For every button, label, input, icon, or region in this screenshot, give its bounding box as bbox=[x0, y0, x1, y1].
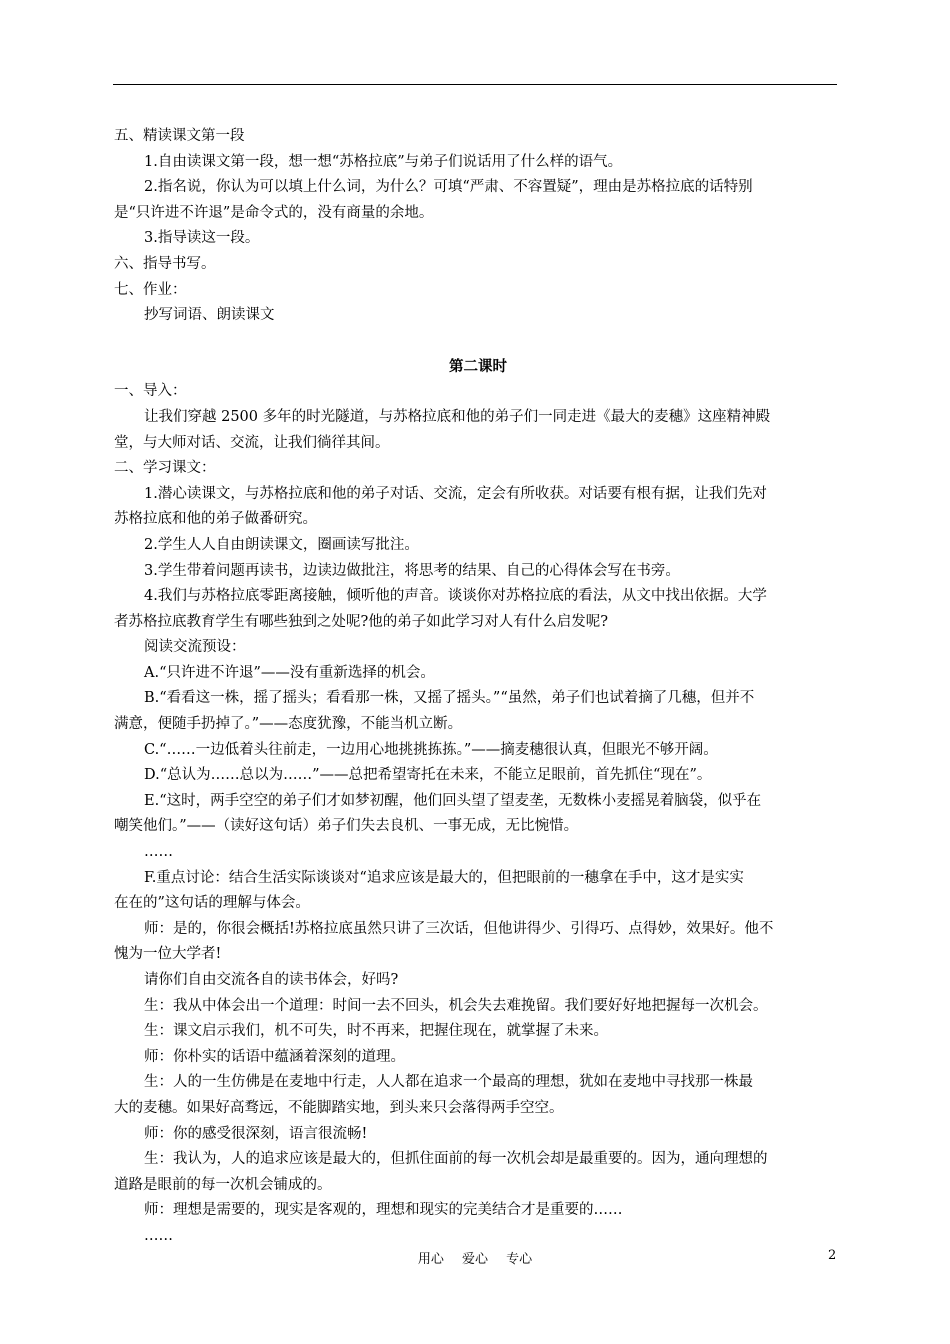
text-line: …… bbox=[144, 1227, 173, 1244]
text-line: 2.指名说，你认为可以填上什么词，为什么？可填“严肃、不容置疑”，理由是苏格拉底的话特别 bbox=[144, 179, 753, 196]
section-heading: 七、作业： bbox=[114, 281, 187, 298]
text-line: 3.指导读这一段。 bbox=[144, 230, 260, 247]
text-line: 阅读交流预设： bbox=[144, 639, 246, 656]
text-line: 1.潜心读课文，与苏格拉底和他的弟子对话、交流，定会有所收获。对话要有根有据，让我们先对 bbox=[144, 485, 767, 502]
text-line: 嘲笑他们。”——（读好这句话）弟子们失去良机、一事无成，无比惋惜。 bbox=[114, 818, 579, 835]
text-line: 者苏格拉底教育学生有哪些独到之处呢?他的弟子如此学习对人有什么启发呢? bbox=[114, 613, 609, 630]
text-line: 愧为一位大学者! bbox=[114, 946, 222, 963]
text-line: 师：理想是需要的，现实是客观的，理想和现实的完美结合才是重要的…… bbox=[144, 1202, 623, 1219]
text-line: 4.我们与苏格拉底零距离接触，倾听他的声音。谈谈你对苏格拉底的看法，从文中找出依据。大学 bbox=[144, 588, 767, 605]
text-line: 大的麦穗。如果好高骛远，不能脚踏实地，到头来只会落得两手空空。 bbox=[114, 1099, 564, 1116]
text-line: 2.学生人人自由朗读课文，圈画读写批注。 bbox=[144, 536, 419, 553]
text-line: 道路是眼前的每一次机会铺成的。 bbox=[114, 1176, 332, 1193]
text-line: 请你们自由交流各自的读书体会，好吗? bbox=[144, 972, 399, 988]
text-line: C.“……一边低着头往前走，一边用心地挑挑拣拣。”——摘麦穗很认真，但眼光不够开阔。 bbox=[144, 741, 718, 758]
text-line: 1.自由读课文第一段，想一想“苏格拉底”与弟子们说话用了什么样的语气。 bbox=[144, 153, 623, 170]
section-title: 第二课时 bbox=[449, 357, 507, 375]
text-line: 生：我从中体会出一个道理：时间一去不回头，机会失去难挽留。我们要好好地把握每一次机会。 bbox=[144, 997, 768, 1014]
text-line: A.“只许进不许退”——没有重新选择的机会。 bbox=[144, 664, 435, 681]
text-line: 在在的”这句话的理解与体会。 bbox=[114, 895, 310, 912]
text-line: 3.学生带着问题再读书，边读边做批注，将思考的结果、自己的心得体会写在书旁。 bbox=[144, 562, 680, 579]
text-line: 生：我认为，人的追求应该是最大的，但抓住面前的每一次机会却是最重要的。因为，通向理想的 bbox=[144, 1151, 768, 1168]
text-line: 苏格拉底和他的弟子做番研究。 bbox=[114, 511, 317, 528]
section-heading: 一、导入： bbox=[114, 383, 187, 400]
document-body bbox=[114, 124, 842, 1250]
section-heading: 五、精读课文第一段 bbox=[114, 128, 245, 144]
text-line: 堂，与大师对话、交流，让我们徜徉其间。 bbox=[114, 434, 390, 451]
text-line: 生：课文启示我们，机不可失，时不再来，把握住现在，就掌握了未来。 bbox=[144, 1023, 608, 1040]
footer-motto: 用心 爱心 专心 bbox=[417, 1252, 533, 1267]
text-line: 抄写词语、朗读课文 bbox=[144, 307, 275, 324]
text-line: B.“看看这一株，摇了摇头；看看那一株，又摇了摇头。”“虽然，弟子们也试着摘了几穗，但并不 bbox=[144, 690, 755, 707]
text-line: 师：你的感受很深刻，语言很流畅! bbox=[144, 1125, 368, 1142]
text-line: 师：是的，你很会概括!苏格拉底虽然只讲了三次话，但他讲得少、引得巧、点得妙，效果好。他不 bbox=[144, 920, 774, 937]
section-heading: 六、指导书写。 bbox=[114, 255, 216, 272]
section-heading: 二、学习课文： bbox=[114, 460, 216, 477]
text-line: 让我们穿越 2500 多年的时光隧道，与苏格拉底和他的弟子们一同走进《最大的麦穗》这座精神殿 bbox=[144, 408, 771, 425]
text-line: D.“总认为……总以为……”——总把希望寄托在未来，不能立足眼前，首先抓住“现在”。 bbox=[144, 767, 712, 784]
text-line: 师：你朴实的话语中蕴涵着深刻的道理。 bbox=[144, 1048, 405, 1065]
text-line: E.“这时，两手空空的弟子们才如梦初醒，他们回头望了望麦垄，无数株小麦摇晃着脑袋，似乎在 bbox=[144, 792, 762, 809]
text-line: F.重点讨论：结合生活实际谈谈对“追求应该是最大的，但把眼前的一穗拿在手中，这才是实实 bbox=[144, 869, 744, 886]
text-line: 是“只许进不许退”是命令式的，没有商量的余地。 bbox=[114, 204, 434, 221]
header-rule bbox=[113, 84, 837, 85]
text-line: …… bbox=[144, 844, 173, 861]
text-line: 生：人的一生仿佛是在麦地中行走，人人都在追求一个最高的理想，犹如在麦地中寻找那一株最 bbox=[144, 1074, 753, 1091]
text-line: 满意，便随手扔掉了。”——态度犹豫，不能当机立断。 bbox=[114, 716, 463, 733]
page-number: 2 bbox=[828, 1248, 837, 1263]
